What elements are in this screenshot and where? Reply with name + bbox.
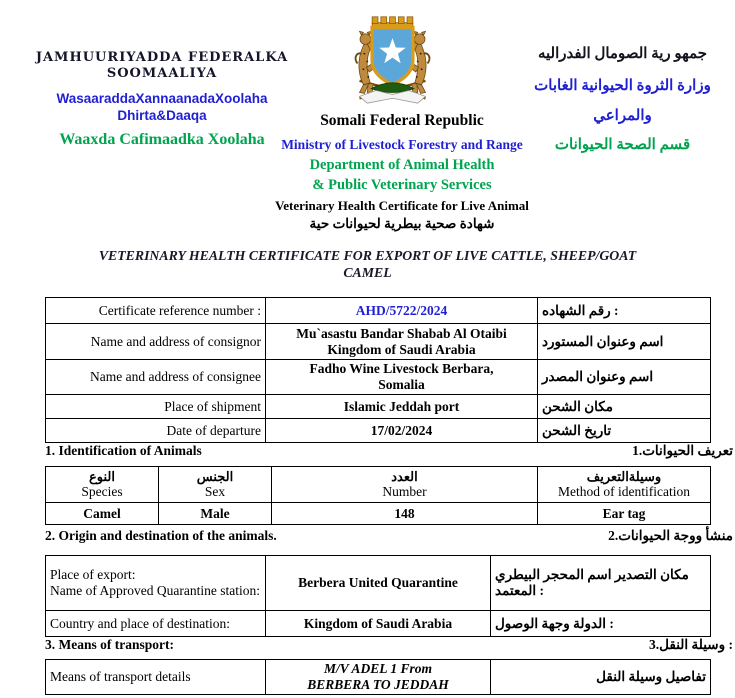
ministry-name-ar-line2: والمراعي xyxy=(593,108,652,124)
animals-identification-table xyxy=(45,466,711,525)
species-header-en: Species xyxy=(81,484,123,499)
department-name-ar: قسم الصحة الحيوانات xyxy=(554,137,691,153)
transport-details-label: Means of transport details xyxy=(46,660,266,695)
table-row xyxy=(46,360,711,395)
method-header xyxy=(538,467,711,503)
department-name-en-line2: & Public Veterinary Services xyxy=(312,177,492,193)
header-center-block xyxy=(252,112,552,232)
document-title-line2: CAMEL xyxy=(343,265,392,280)
cert-ref-label: Certificate reference number : xyxy=(46,298,266,324)
transport-details-value xyxy=(266,660,491,695)
export-place-label-line2: Name of Approved Quarantine station: xyxy=(50,583,260,598)
shipment-place-value: Islamic Jeddah port xyxy=(266,395,538,419)
ministry-name-ar-line1: وزارة الثروة الحيوانية الغابات xyxy=(534,78,711,94)
department-name-somali: Waaxda Cafimaadka Xoolaha xyxy=(59,131,265,148)
method-header-en: Method of identification xyxy=(558,484,690,499)
number-header-en: Number xyxy=(382,484,427,499)
sex-header-en: Sex xyxy=(204,484,226,499)
section-3-title-en: 3. Means of transport: xyxy=(45,637,174,652)
table-row xyxy=(46,324,711,360)
republic-name-somali-line1: JAMHUURIYADDA FEDERALKA xyxy=(35,50,289,65)
document-title xyxy=(50,247,685,281)
number-header-ar: العدد xyxy=(391,469,418,484)
destination-value: Kingdom of Saudi Arabia xyxy=(266,611,491,637)
table-row xyxy=(46,556,711,611)
transport-vessel-line1: M/V ADEL 1 From xyxy=(324,661,432,676)
certificate-reference-table xyxy=(45,297,711,443)
section-3-title-ar: 3.وسيلة النقل : xyxy=(649,637,733,652)
quarantine-station-value: Berbera United Quarantine xyxy=(266,556,491,611)
export-place-label-ar: مكان التصدير اسم المحجر البيطري المعتمد : xyxy=(491,556,711,611)
method-value: Ear tag xyxy=(538,503,711,525)
table-row xyxy=(46,419,711,443)
header-right-block xyxy=(512,44,733,154)
consignee-label-ar: اسم وعنوان المصدر xyxy=(538,360,711,395)
departure-date-label-ar: تاريخ الشحن xyxy=(538,419,711,443)
table-row xyxy=(46,395,711,419)
somali-coat-of-arms-emblem xyxy=(344,10,441,109)
species-header xyxy=(46,467,159,503)
ministry-name-somali-line2: Dhirta&Daaqa xyxy=(117,108,207,123)
section-1-heading xyxy=(45,443,733,459)
certificate-subtitle-en: Veterinary Health Certificate for Live Animal xyxy=(275,198,529,213)
number-value: 148 xyxy=(272,503,538,525)
department-name-en-line1: Department of Animal Health xyxy=(309,157,495,173)
species-value: Camel xyxy=(46,503,159,525)
country-name-en: Somali Federal Republic xyxy=(320,112,484,129)
section-1-title-en: 1. Identification of Animals xyxy=(45,443,202,458)
sex-header xyxy=(159,467,272,503)
animals-data-row xyxy=(46,503,711,525)
consignor-value xyxy=(266,324,538,360)
export-place-label-line1: Place of export: xyxy=(50,567,136,582)
consignee-value-line2: Somalia xyxy=(378,377,425,392)
table-row xyxy=(46,298,711,324)
section-2-title-en: 2. Origin and destination of the animals. xyxy=(45,528,277,543)
method-header-ar: وسيلةالتعريف xyxy=(586,469,662,484)
cert-ref-value: AHD/5722/2024 xyxy=(266,298,538,324)
consignor-value-line1: Mu`asastu Bandar Shabab Al Otaibi xyxy=(296,325,507,341)
species-header-ar: النوع xyxy=(89,469,115,484)
ministry-name-en: Ministry of Livestock Forestry and Range xyxy=(281,137,523,152)
table-row xyxy=(46,611,711,637)
destination-label-ar: الدولة وجهة الوصول : xyxy=(491,611,711,637)
section-1-title-ar: 1.تعريف الحيوانات xyxy=(632,443,733,458)
transport-route-line2: BERBERA TO JEDDAH xyxy=(307,677,449,692)
table-row xyxy=(46,660,711,695)
section-2-heading xyxy=(45,528,733,544)
coat-of-arms-graphic xyxy=(344,10,441,109)
destination-label: Country and place of destination: xyxy=(46,611,266,637)
consignee-value xyxy=(266,360,538,395)
republic-name-somali-line2: SOOMAALIYA xyxy=(106,66,218,81)
number-header xyxy=(272,467,538,503)
consignee-value-line1: Fadho Wine Livestock Berbara, xyxy=(309,361,494,376)
consignee-label: Name and address of consignee xyxy=(46,360,266,395)
shipment-place-label: Place of shipment xyxy=(46,395,266,419)
republic-name-ar: جمهو رية الصومال الفدراليه xyxy=(537,46,708,62)
cert-ref-label-ar: رقم الشهاده : xyxy=(538,298,711,324)
ministry-name-somali-line1: WasaaraddaXannaanadaXoolaha xyxy=(56,91,268,106)
sex-header-ar: الجنس xyxy=(196,469,234,484)
table-header-row xyxy=(46,467,711,503)
document-title-line1: VETERINARY HEALTH CERTIFICATE FOR EXPORT OF LIVE CATTLE, SHEEP/GOAT xyxy=(98,248,637,263)
transport-table xyxy=(45,659,711,695)
section-2-title-ar: 2.منشأ ووجة الحيوانات xyxy=(608,528,733,543)
export-place-label xyxy=(46,556,266,611)
transport-details-label-ar: تفاصيل وسيلة النقل xyxy=(491,660,711,695)
shipment-place-label-ar: مكان الشحن xyxy=(538,395,711,419)
departure-date-label: Date of departure xyxy=(46,419,266,443)
consignor-value-line2: Kingdom of Saudi Arabia xyxy=(327,341,476,357)
origin-destination-table xyxy=(45,555,711,637)
consignor-label-ar: اسم وعنوان المستورد xyxy=(538,324,711,360)
consignor-label: Name and address of consignor xyxy=(46,324,266,360)
certificate-subtitle-ar: شهادة صحية بيطرية لحيوانات حية xyxy=(309,216,495,231)
section-3-heading xyxy=(45,637,733,653)
sex-value: Male xyxy=(159,503,272,525)
departure-date-value: 17/02/2024 xyxy=(266,419,538,443)
